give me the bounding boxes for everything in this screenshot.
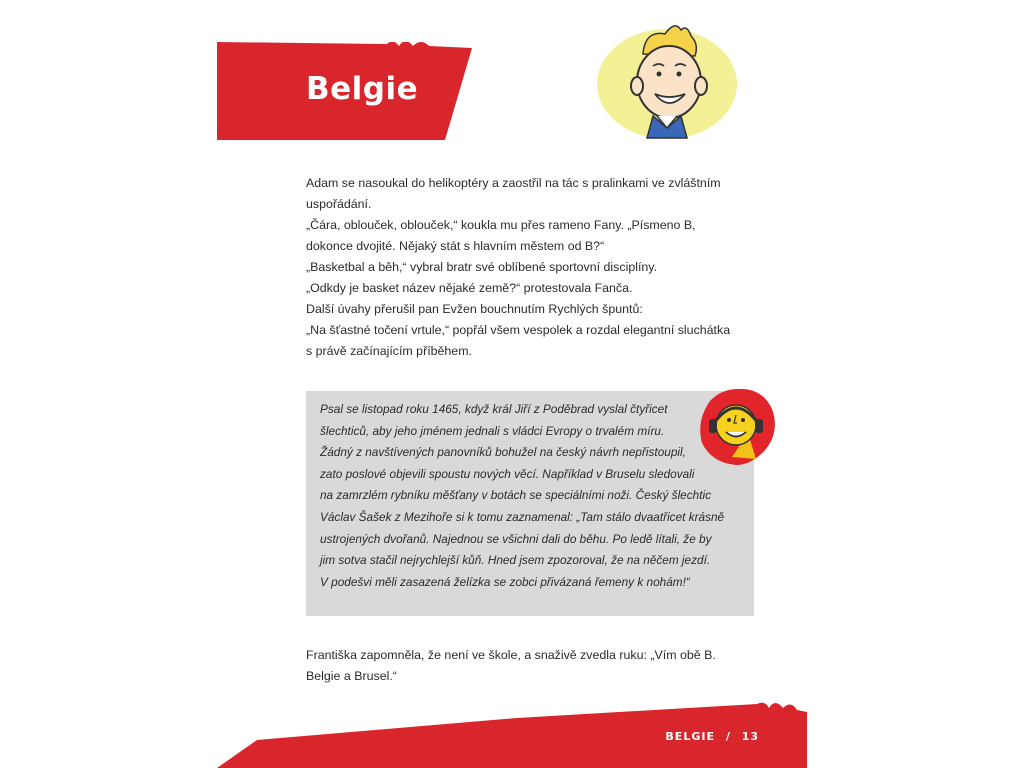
story-line: „Basketbal a běh,“ vybral bratr své oblíbené sportovní disciplíny.	[306, 260, 658, 274]
story-line: „Na šťastné točení vrtule,“ popřál všem vespolek a rozdal elegantní sluchátka	[306, 323, 731, 337]
closing-line: Františka zapomněla, že není ve škole, a snaživě zvedla ruku: „Vím obě B.	[306, 648, 716, 662]
page	[217, 0, 807, 768]
story-line: dokonce dvojité. Nějaký stát s hlavním městem od B?“	[306, 239, 605, 253]
story-text	[306, 173, 746, 362]
history-line: zato poslové objevili spoustu nových věcí. Například v Bruselu sledovali	[320, 466, 695, 481]
footer-page-label	[665, 730, 759, 743]
history-line: na zamrzlém rybníku měšťany v botách se speciálními noži. Český šlechtic	[320, 488, 712, 503]
history-line: Václav Šašek z Mezihoře si k tomu zaznamenal: „Tam stálo dvaatřicet krásně	[320, 509, 725, 524]
story-line: „Odkdy je basket název nějaké země?“ protestovala Fanča.	[306, 281, 633, 295]
history-box	[306, 391, 754, 616]
history-text	[320, 399, 732, 593]
history-line: Žádný z navštívených panovníků bohužel na český návrh nepřistoupil,	[320, 445, 686, 460]
story-line: Adam se nasoukal do helikoptéry a zaostřil na tác s pralinkami ve zvláštním	[306, 176, 721, 190]
history-line: Psal se listopad roku 1465, když král Jiří z Poděbrad vyslal čtyřicet	[320, 402, 668, 416]
closing-text	[306, 645, 746, 687]
story-line: Další úvahy přerušil pan Evžen bouchnutím Rychlých špuntů:	[306, 302, 643, 316]
sun-character-illustration	[696, 387, 778, 467]
footer-separator: /	[725, 730, 731, 743]
history-line: ustrojených dvořanů. Najednou se všichni dali do běhu. Po ledě lítali, že by	[320, 531, 712, 546]
story-line: uspořádání.	[306, 197, 372, 211]
history-line: šlechticů, aby jeho jménem jednali s vládci Evropy o trvalém míru.	[320, 423, 665, 438]
closing-line: Belgie a Brusel.“	[306, 669, 397, 683]
footer-section: BELGIE	[665, 730, 715, 743]
page-number: 13	[741, 730, 759, 743]
history-line: jim sotva stačil nejrychlejší kůň. Hned jsem zpozoroval, že na něčem jezdí.	[320, 553, 711, 568]
page-title: Belgie	[306, 71, 419, 107]
history-line: V podešvi měli zasazená želízka se zobci přivázaná řemeny k nohám!“	[320, 574, 690, 589]
story-line: s právě začínajícím příběhem.	[306, 344, 472, 358]
story-line: „Čára, oblouček, oblouček,“ koukla mu přes rameno Fany. „Písmeno B,	[306, 218, 696, 232]
boy-character-illustration	[595, 16, 740, 141]
